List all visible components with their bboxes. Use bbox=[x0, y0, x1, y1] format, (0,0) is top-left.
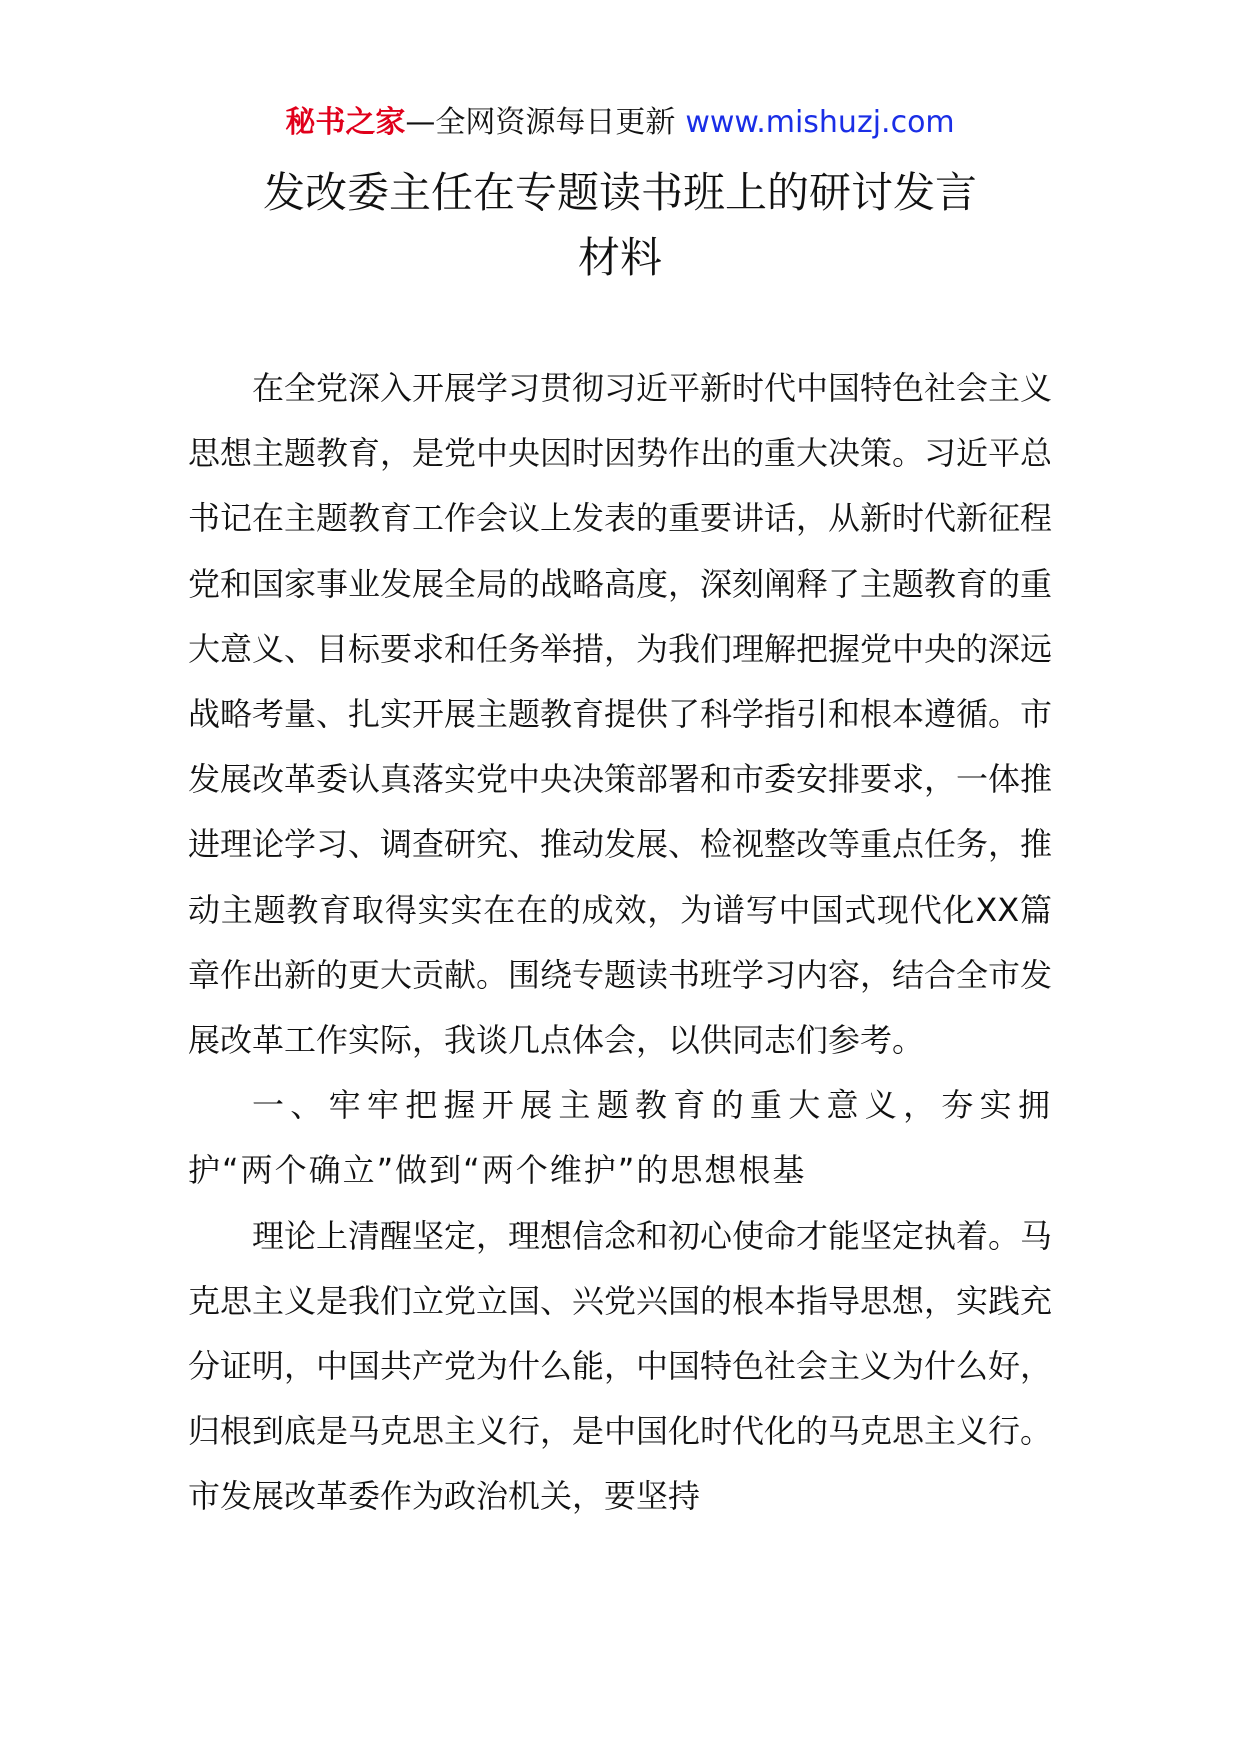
title-line-1: 发改委主任在专题读书班上的研讨发言 bbox=[262, 168, 977, 217]
body-paragraph: 理论上清醒坚定，理想信念和初心使命才能坚定执着。马克思主义是我们立党立国、兴党兴国的根本指导思想，实践充分证明，中国共产党为什么能，中国特色社会主义为什么好，归根到底是马克思主义行，是中国化时代化的马克思主义行。市发展改革委作为政治机关，要坚持 bbox=[188, 1216, 1053, 1516]
title-line-2: 材料 bbox=[577, 233, 662, 282]
site-link[interactable]: www.mishuzj.com bbox=[685, 105, 955, 140]
section-heading: 一、牢牢把握开展主题教育的重大意义，夯实拥护“两个确立”做到“两个维护”的思想根基 bbox=[188, 1086, 1052, 1190]
document-title bbox=[150, 160, 1090, 290]
body-paragraph: 在全党深入开展学习贯彻习近平新时代中国特色社会主义思想主题教育，是党中央因时因势作出的重大决策。习近平总书记在主题教育工作会议上发表的重要讲话，从新时代新征程党和国家事业发展全局的战略高度，深刻阐释了主题教育的重大意义、目标要求和任务举措，为我们理解把握党中央的深远战略考量、扎实开展主题教育提供了科学指引和根本遵循。市发展改革委认真落实党中央决策部署和市委安排要求，一体推进理论学习、调查研究、推动发展、检视整改等重点任务，推动主题教育取得实实在在的成效，为谱写中国式现代化XX篇章作出新的更大贡献。围绕专题读书班学习内容，结合全市发展改革工作实际，我谈几点体会，以供同志们参考。 bbox=[188, 369, 1053, 1060]
brand-name: 秘书之家 bbox=[285, 105, 406, 140]
header-tagline: —全网资源每日更新 bbox=[405, 105, 676, 140]
document-body bbox=[188, 356, 1052, 1530]
watermark-header bbox=[0, 101, 1240, 145]
